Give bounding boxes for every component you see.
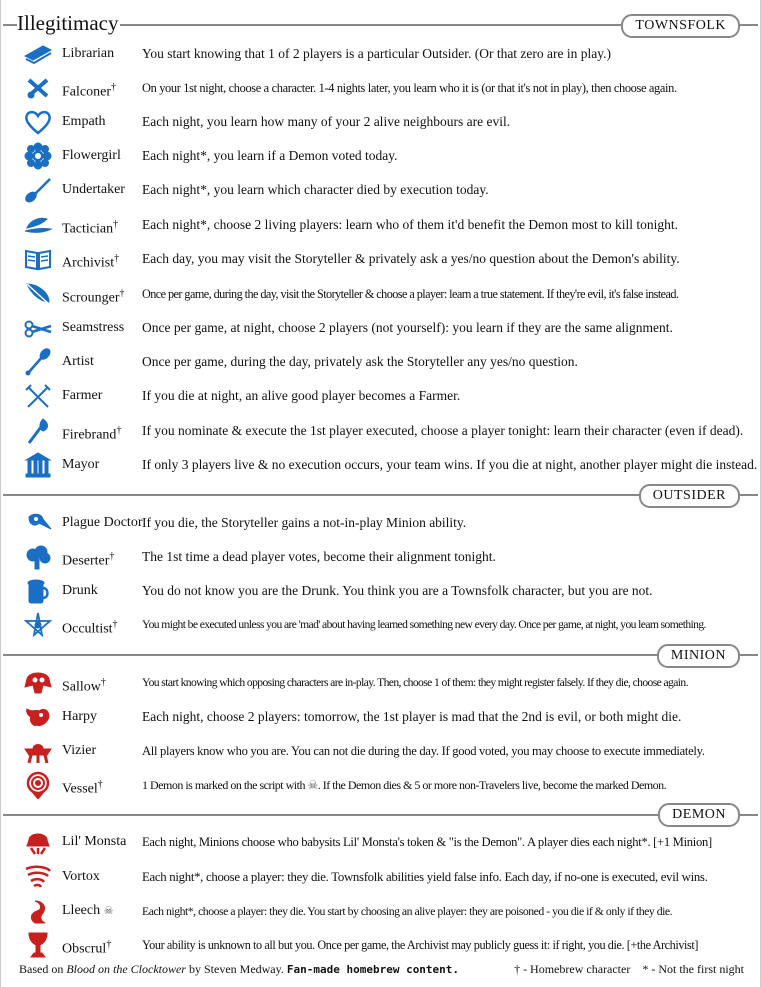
plague-mask-icon bbox=[21, 509, 55, 537]
falcon-icon bbox=[21, 74, 55, 102]
homebrew-mark: † bbox=[97, 779, 103, 790]
outsider-header: OUTSIDER bbox=[639, 484, 740, 508]
harpy-icon bbox=[21, 703, 55, 731]
minion-rule bbox=[3, 654, 758, 656]
character-ability: Each night*, you learn if a Demon voted today. bbox=[142, 148, 398, 163]
character-ability: You do not know you are the Drunk. You think you are a Townsfolk character, but you are not. bbox=[142, 583, 653, 598]
character-ability: You might be executed unless you are 'mad' about having learned something new every day. Once per game, at night, you learn something. bbox=[142, 618, 706, 631]
character-ability: Your ability is unknown to all but you. Once per game, the Archivist may publicly guess it: if right, you die. [+the Archivist] bbox=[142, 938, 699, 952]
character-row-flowergirl bbox=[1, 139, 761, 173]
character-row-plague-doctor bbox=[1, 506, 761, 540]
turban-icon bbox=[21, 737, 55, 765]
character-name bbox=[62, 277, 125, 316]
character-name-text: Obscrul bbox=[62, 941, 107, 957]
credits-author: by Steven Medway. bbox=[188, 962, 284, 976]
character-row-firebrand bbox=[1, 414, 761, 448]
character-name: Seamstress bbox=[62, 320, 125, 335]
character-ability: Each day, you may visit the Storyteller & privately ask a yes/no question about the Demon's ability. bbox=[142, 251, 680, 266]
character-row-seamstress bbox=[1, 311, 761, 345]
character-ability: If you die, the Storyteller gains a not-in-play Minion ability. bbox=[142, 515, 467, 530]
character-row-drunk bbox=[1, 574, 761, 608]
character-name-text: Lleech bbox=[62, 903, 101, 918]
character-name-text: Archivist bbox=[62, 255, 115, 271]
credits bbox=[19, 962, 459, 977]
cloud-icon bbox=[21, 543, 55, 571]
skull-mark-icon: ☠ bbox=[307, 778, 318, 792]
character-row-artist bbox=[1, 345, 761, 379]
character-row-harpy bbox=[1, 700, 761, 734]
character-row-empath bbox=[1, 105, 761, 139]
character-row-occultist bbox=[1, 608, 761, 642]
character-row-vessel bbox=[1, 768, 761, 802]
target-icon bbox=[21, 771, 55, 799]
character-name bbox=[62, 608, 118, 647]
homebrew-mark: † bbox=[100, 677, 106, 688]
character-ability: Each night*, you learn which character died by execution today. bbox=[142, 182, 489, 197]
character-name bbox=[62, 928, 111, 967]
leech-icon bbox=[21, 897, 55, 925]
character-ability: All players know who you are. You can not die during the day. If good voted, you may choose to execute immediately. bbox=[142, 744, 705, 758]
character-name-text: Scrounger bbox=[62, 290, 120, 306]
character-ability: You start knowing which opposing characters are in-play. Then, choose 1 of them: they might register falsely. If they die, choose again. bbox=[142, 676, 688, 689]
character-row-archivist bbox=[1, 242, 761, 276]
character-name: Artist bbox=[62, 354, 94, 369]
homebrew-mark: † bbox=[112, 619, 118, 630]
minion-header: MINION bbox=[657, 644, 740, 668]
character-row-obscrul bbox=[1, 928, 761, 962]
character-row-farmer bbox=[1, 379, 761, 413]
homebrew-mark: † bbox=[110, 82, 116, 93]
character-name bbox=[62, 71, 116, 110]
credits-prefix: Based on bbox=[19, 962, 64, 976]
character-name: Mayor bbox=[62, 457, 100, 472]
character-name bbox=[62, 208, 118, 247]
legend-not-first-night: * - Not the first night bbox=[642, 962, 744, 976]
star-sigil-icon bbox=[21, 611, 55, 639]
ability-text: 1 Demon is marked on the script with bbox=[142, 778, 305, 792]
scissors-icon bbox=[21, 314, 55, 342]
character-row-undertaker bbox=[1, 173, 761, 207]
fan-made-note: Fan-made homebrew content. bbox=[286, 963, 460, 976]
game-name: Blood on the Clocktower bbox=[66, 962, 186, 976]
character-row-vortox bbox=[1, 860, 761, 894]
mug-icon bbox=[21, 577, 55, 605]
character-name bbox=[62, 666, 106, 705]
townsfolk-header: TOWNSFOLK bbox=[621, 14, 740, 38]
character-ability: Each night*, choose a player: they die. Townsfolk abilities yield false info. Each day, if no-one is executed, evil wins. bbox=[142, 870, 708, 884]
torch-icon bbox=[21, 417, 55, 445]
character-ability: Each night*, choose 2 living players: learn who of them it'd benefit the Demon most to kill tonight. bbox=[142, 217, 678, 232]
pitchfork-icon bbox=[21, 382, 55, 410]
character-name-text: Occultist bbox=[62, 621, 113, 637]
character-name: Farmer bbox=[62, 388, 103, 403]
character-ability: Each night, you learn how many of your 2 alive neighbours are evil. bbox=[142, 114, 511, 129]
character-name: Plague Doctor bbox=[62, 515, 143, 530]
homebrew-mark: † bbox=[116, 425, 122, 436]
character-name bbox=[62, 540, 114, 579]
ability-text: . If the Demon dies & 5 or more non-Travelers live, become the marked Demon. bbox=[317, 778, 667, 792]
character-name: Empath bbox=[62, 114, 106, 129]
character-ability: If only 3 players live & no execution occurs, your team wins. If you die at night, another player might die instead. bbox=[142, 457, 758, 472]
columns-icon bbox=[21, 451, 55, 479]
character-row-mayor bbox=[1, 448, 761, 482]
character-name: Vizier bbox=[62, 743, 97, 758]
legend bbox=[514, 962, 744, 977]
character-row-vizier bbox=[1, 734, 761, 768]
homebrew-mark: † bbox=[106, 939, 112, 950]
character-row-lleech bbox=[1, 894, 761, 928]
character-ability: If you die at night, an alive good player becomes a Farmer. bbox=[142, 388, 461, 403]
character-name: Flowergirl bbox=[62, 148, 121, 163]
character-name-text: Sallow bbox=[62, 679, 101, 695]
character-ability: You start knowing that 1 of 2 players is a particular Outsider. (Or that zero are in play.) bbox=[142, 46, 612, 61]
character-name bbox=[62, 894, 113, 928]
character-ability: Once per game, during the day, visit the Storyteller & choose a player: learn a true statement. If they're evil, it's false instead. bbox=[142, 287, 679, 301]
character-name bbox=[62, 242, 119, 281]
character-name-text: Deserter bbox=[62, 553, 110, 569]
character-name: Vortox bbox=[62, 869, 100, 884]
legend-homebrew: † - Homebrew character bbox=[514, 962, 631, 976]
homebrew-mark: † bbox=[119, 288, 125, 299]
character-name-text: Firebrand bbox=[62, 427, 117, 443]
character-ability: Each night, choose 2 players: tomorrow, the 1st player is mad that the 2nd is evil, or both might die. bbox=[142, 709, 682, 724]
demon-rule bbox=[3, 814, 758, 816]
skull-icon bbox=[21, 669, 55, 697]
shovel-icon bbox=[21, 176, 55, 204]
character-ability: On your 1st night, choose a character. 1-4 nights later, you learn who it is (or that it's not in play), then choose again. bbox=[142, 81, 677, 95]
skull-mark-icon: ☠ bbox=[103, 905, 114, 917]
vortex-icon bbox=[21, 863, 55, 891]
homebrew-mark: † bbox=[109, 551, 115, 562]
character-row-tactician bbox=[1, 208, 761, 242]
character-row-falconer bbox=[1, 71, 761, 105]
hat-icon bbox=[21, 211, 55, 239]
flower-icon bbox=[21, 142, 55, 170]
character-row-sallow bbox=[1, 666, 761, 700]
character-name: Harpy bbox=[62, 709, 97, 724]
character-name-text: Falconer bbox=[62, 84, 111, 100]
character-ability: Each night, Minions choose who babysits Lil' Monsta's token & "is the Demon". A player dies each night*. [+1 Minion] bbox=[142, 835, 712, 849]
heart-icon bbox=[21, 108, 55, 136]
character-ability: If you nominate & execute the 1st player executed, choose a player tonight: learn their character (even if dead). bbox=[142, 423, 744, 438]
character-ability: Once per game, at night, choose 2 players (not yourself): you learn if they are the same alignment. bbox=[142, 320, 673, 335]
script-title: Illegitimacy bbox=[17, 11, 119, 35]
character-name-text: Vessel bbox=[62, 781, 98, 797]
character-ability: Once per game, during the day, privately ask the Storyteller any yes/no question. bbox=[142, 354, 578, 369]
character-name: Drunk bbox=[62, 583, 98, 598]
character-ability: The 1st time a dead player votes, become their alignment tonight. bbox=[142, 549, 496, 564]
character-ability: Each night*, choose a player: they die. You start by choosing an alive player: they are poisoned - you die if & only if they die. bbox=[142, 904, 673, 918]
character-name bbox=[62, 414, 121, 453]
demon-header: DEMON bbox=[658, 803, 740, 827]
chalice-icon bbox=[21, 931, 55, 959]
character-name: Undertaker bbox=[62, 182, 125, 197]
character-name: Librarian bbox=[62, 46, 115, 61]
character-row-librarian bbox=[1, 37, 761, 71]
character-row-lil-monsta bbox=[1, 825, 761, 859]
homebrew-mark: † bbox=[113, 219, 119, 230]
monster-icon bbox=[21, 828, 55, 856]
feather-icon bbox=[21, 280, 55, 308]
character-name bbox=[62, 768, 103, 807]
character-row-deserter bbox=[1, 540, 761, 574]
character-name: Lil' Monsta bbox=[62, 834, 127, 849]
book-icon bbox=[21, 40, 55, 68]
character-ability bbox=[142, 768, 666, 802]
open-book-icon bbox=[21, 245, 55, 273]
homebrew-mark: † bbox=[114, 253, 120, 264]
brush-icon bbox=[21, 348, 55, 376]
character-name-text: Tactician bbox=[62, 221, 114, 237]
character-row-scrounger bbox=[1, 277, 761, 311]
